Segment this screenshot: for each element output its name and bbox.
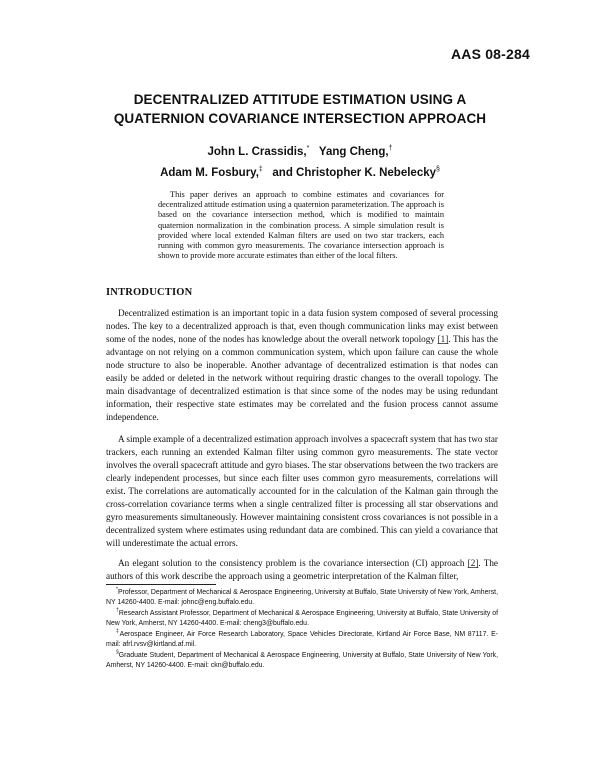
paragraph-text: . The authors of this work describe the approach using a geometric interpretation of the Kalman filter, <box>106 558 498 581</box>
footnote-mark: ‡ <box>116 628 120 635</box>
title-line-2: QUATERNION COVARIANCE INTERSECTION APPROACH <box>113 111 487 126</box>
author-name: Adam M. Fosbury, <box>160 167 259 179</box>
author-line-2 <box>0 163 600 184</box>
footnote-text: Research Assistant Professor, Department of Mechanical & Aerospace Engineering, University at Buffalo, State University of New York, Amherst, NY 14260-4400. E-mail: cheng3@buffalo.edu. <box>106 610 498 627</box>
author-mark: ‡ <box>258 166 263 174</box>
author-list <box>0 142 600 184</box>
footnote-divider <box>106 584 216 585</box>
footnote-text: Graduate Student, Department of Mechanical & Aerospace Engineering, University at Buffalo, State University of New York, Amherst, NY 14260-4400. E-mail: ckn@buffalo.edu. <box>106 652 498 669</box>
author-line-1 <box>0 142 600 163</box>
paragraph-text: Decentralized estimation is an important topic in a data fusion system composed of several processing nodes. The key to a decentralized approach is that, even though communication links may exist between some of the nodes, none of the nodes has knowledge about the overall network topology <box>106 308 498 344</box>
footnotes <box>106 588 498 672</box>
paper-number: AAS 08-284 <box>450 46 530 62</box>
citation-link[interactable]: [1] <box>437 334 449 344</box>
footnote <box>106 651 498 671</box>
intro-paragraph-2 <box>106 433 498 550</box>
intro-paragraph-1 <box>106 307 498 424</box>
paragraph-text: A simple example of a decentralized estimation approach involves a spacecraft system that has two star trackers, each running an extended Kalman filter using common gyro measurements. The state vector involves the overall spacecraft attitude and gyro biases. The star observations between the two trackers are clearly independent processes, but since each filter uses common gyro measurements, correlations will exist. The correlations are automatically accounted for in the calculation of the Kalman gain through the cross-correlation covariance terms when a single centralized filter is processing all star observations and gyro measurements simultaneously. However maintaining consistent cross covariances is not possible in a decentralized system where estimates using redundant data are combined. This can yield a covariance that will underestimate the actual errors. <box>106 434 498 548</box>
author-name: Yang Cheng, <box>318 146 389 158</box>
citation-link[interactable]: [2] <box>467 558 479 568</box>
author-mark: * <box>306 145 310 153</box>
author-name: and Christopher K. Nebelecky <box>272 167 437 179</box>
abstract: This paper derives an approach to combine estimates and covariances for decentralized attitude estimation using a quaternion parameterization. The approach is based on the covariance intersection method, which is modified to maintain quaternion normalization in the combination process. A simple simulation result is provided where local extended Kalman filters are used on two star trackers, each running with common gyro measurements. The covariance intersection approach is shown to provide more accurate estimates than either of the local filters. <box>158 190 444 261</box>
footnote-text: Professor, Department of Mechanical & Aerospace Engineering, University at Buffalo, State University of New York, Amherst, NY 14260-4400. E-mail: johnc@eng.buffalo.edu. <box>106 589 498 606</box>
author-name: John L. Crassidis, <box>207 146 307 158</box>
intro-paragraph-3 <box>106 557 498 583</box>
footnote <box>106 630 498 650</box>
paper-title <box>0 90 600 128</box>
paragraph-text: . This has the advantage on not relying on a common communication system, which upon failure can cause the whole node structure to also be inoperable. Another advantage of decentralized estimation is that nodes can easily be added or deleted in the network without requiring drastic changes to the overall topology. The main disadvantage of decentralized estimation is that since some of the nodes may be using redundant information, their respective state estimates may be correlated and the fusion process cannot assume independence. <box>106 334 498 422</box>
footnote-mark: † <box>116 607 119 614</box>
author-mark: † <box>388 145 393 153</box>
footnote <box>106 588 498 608</box>
section-heading-introduction: INTRODUCTION <box>106 287 193 298</box>
paragraph-text: An elegant solution to the consistency problem is the covariance intersection (CI) approach <box>118 558 468 568</box>
footnote-mark: * <box>116 586 118 593</box>
footnote-text: Aerospace Engineer, Air Force Research Laboratory, Space Vehicles Directorate, Kirtland Air Force Base, NM 87117. E-mail: afrl.rvsv@kirtland.af.mil. <box>106 631 499 648</box>
author-mark: § <box>436 166 440 174</box>
title-line-1: DECENTRALIZED ATTITUDE ESTIMATION USING A <box>133 92 467 107</box>
footnote-mark: § <box>116 649 119 656</box>
footnote <box>106 609 498 629</box>
